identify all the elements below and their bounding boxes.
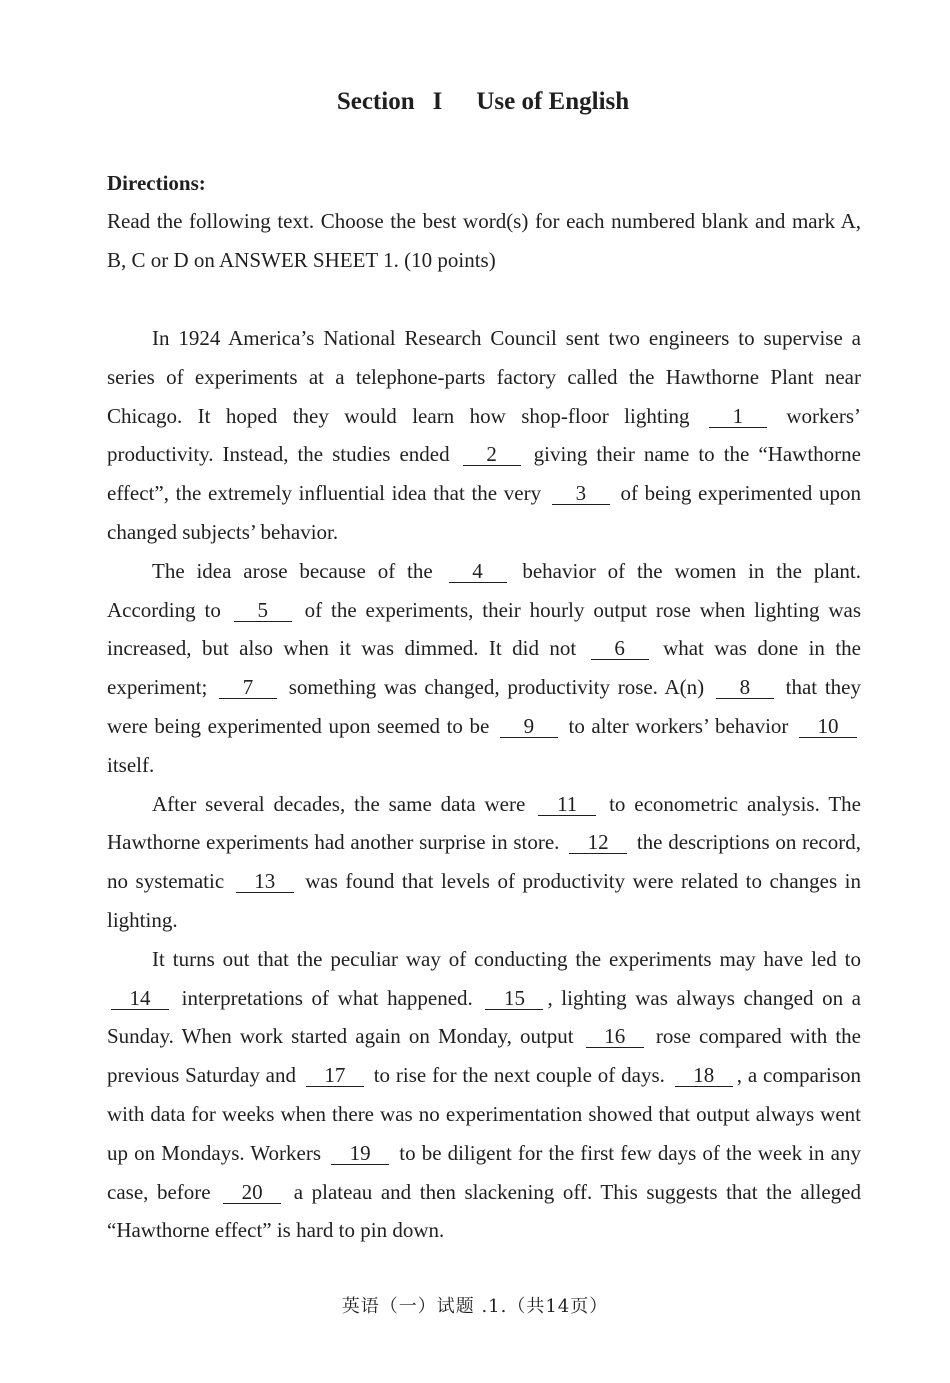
directions-heading: Directions: [107,171,206,195]
passage-text: a plateau and then slackening off. This suggests that the alleged “Hawthorne effect” is hard to pin down. [107,1179,861,1243]
passage [107,319,861,1250]
section-name: Use of English [476,88,630,115]
answer-blank-10: 10 [799,715,857,738]
passage-text: workers’ productivity. Instead, the studies ended [107,403,861,467]
passage-text: that they were being experimented upon seemed to be [107,675,861,738]
answer-blank-17: 17 [306,1064,364,1087]
passage-text: of being experimented upon changed subjects’ behavior. [107,481,861,544]
passage-text: , lighting was always changed on a Sunday. When work started again on Monday, output [107,985,862,1049]
section-label: Section [336,88,415,115]
answer-blank-13: 13 [236,870,294,893]
passage-paragraph [107,552,861,785]
answer-blank-16: 16 [586,1025,644,1048]
passage-text: was found that levels of productivity were related to changes in lighting. [107,869,861,932]
passage-text: In 1924 America’s National Research Council sent two engineers to supervise a series of experiments at a telephone-parts factory called the Hawthorne Plant near Chicago. It hoped they would learn how shop-floor lighting [107,326,861,428]
passage-text: behavior of the women in the plant. According to [107,558,861,622]
answer-blank-15: 15 [485,987,543,1010]
answer-blank-9: 9 [500,715,558,738]
passage-text: rose compared with the previous Saturday and [107,1024,861,1088]
passage-text: itself. [107,752,155,777]
passage-text: to rise for the next couple of days. [367,1063,671,1088]
answer-blank-8: 8 [716,676,774,699]
passage-text: giving their name to the “Hawthorne effect”, the extremely influential idea that the very [107,442,861,506]
answer-blank-4: 4 [449,560,507,583]
passage-text: to alter workers’ behavior [561,713,795,738]
passage-text: the descriptions on record, no systematic [107,830,861,894]
answer-blank-6: 6 [591,637,649,660]
passage-text: something was changed, productivity rose. A(n) [281,675,712,700]
answer-blank-7: 7 [219,676,277,699]
answer-blank-1: 1 [709,405,767,428]
passage-text: to be diligent for the first few days of the week in any case, before [107,1140,861,1204]
answer-blank-5: 5 [234,599,292,622]
passage-paragraph [107,940,861,1250]
page-footer: 英语（一）试题 .1.（共14页） [341,1296,609,1317]
answer-blank-18: 18 [675,1064,733,1087]
passage-text: The idea arose because of the [152,558,445,583]
passage-text: to econometric analysis. The Hawthorne experiments had another surprise in store. [107,791,861,855]
answer-blank-12: 12 [569,831,627,854]
answer-blank-19: 19 [331,1142,389,1165]
answer-blank-14: 14 [111,987,169,1010]
answer-blank-3: 3 [552,482,610,505]
passage-text: It turns out that the peculiar way of conducting the experiments may have led to [152,946,861,971]
directions-text: Read the following text. Choose the best word(s) for each numbered blank and mark A, B, C or D on ANSWER SHEET 1. (10 points) [107,209,861,272]
passage-text: interpretations of what happened. [173,985,482,1010]
passage-text: , a comparison with data for weeks when there was no experimentation showed that output always went up on Mondays. Workers [107,1063,861,1165]
passage-paragraph [107,785,861,940]
section-title [0,84,950,120]
section-number: I [432,88,443,115]
passage-text: what was done in the experiment; [107,636,861,700]
passage-text: of the experiments, their hourly output rose when lighting was increased, but also when it was dimmed. It did not [107,597,861,661]
answer-blank-20: 20 [223,1181,281,1204]
passage-text: After several decades, the same data were [152,791,535,816]
answer-blank-2: 2 [463,443,521,466]
answer-blank-11: 11 [538,793,596,816]
passage-paragraph [107,319,861,552]
